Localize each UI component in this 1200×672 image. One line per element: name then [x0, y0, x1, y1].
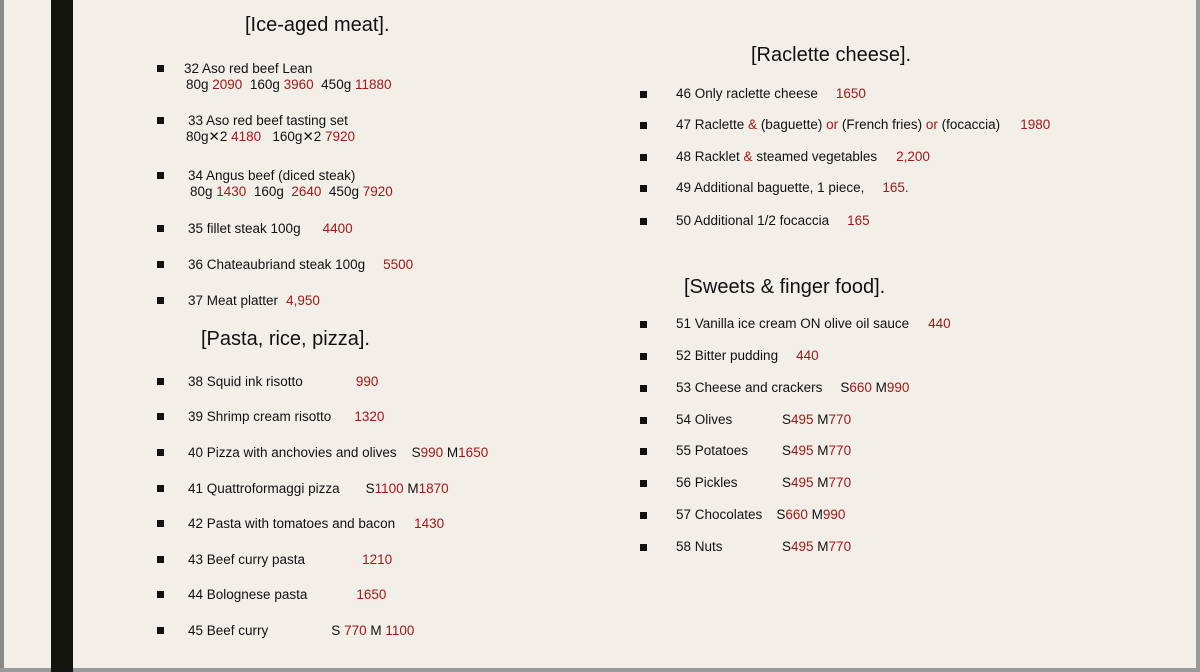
bullet-icon [157, 485, 164, 492]
bullet-icon [640, 480, 647, 487]
menu-item-36: 36 Chateaubriand steak 100g 5500 [188, 257, 414, 272]
bullet-icon [640, 385, 647, 392]
bullet-icon [640, 185, 647, 192]
bullet-icon [157, 520, 164, 527]
menu-item-41: 41 Quattroformaggi pizza S1100 M1870 [188, 481, 449, 496]
bullet-icon [157, 297, 164, 304]
bullet-icon [157, 591, 164, 598]
menu-item-54: 54 Olives S495 M770 [676, 412, 852, 427]
menu-item-43: 43 Beef curry pasta 1210 [188, 552, 393, 567]
menu-item-48: 48 Racklet & steamed vegetables 2,200 [676, 149, 930, 164]
menu-item-37: 37 Meat platter 4,950 [188, 293, 320, 308]
menu-item-50: 50 Additional 1/2 focaccia 165 [676, 213, 870, 228]
bullet-icon [640, 512, 647, 519]
menu-item-44: 44 Bolognese pasta 1650 [188, 587, 387, 602]
menu-item-35: 35 fillet steak 100g 4400 [188, 221, 353, 236]
bullet-icon [157, 627, 164, 634]
decorative-black-bar [51, 0, 73, 672]
menu-item-51: 51 Vanilla ice cream ON olive oil sauce 440 [676, 316, 951, 331]
bullet-icon [640, 154, 647, 161]
bullet-icon [640, 353, 647, 360]
bottom-frame-border [0, 668, 1200, 672]
menu-item-55: 55 Potatoes S495 M770 [676, 443, 852, 458]
right-frame-border [1196, 0, 1200, 672]
section-title-pasta-rice-pizza: [Pasta, rice, pizza]. [201, 328, 370, 350]
bullet-icon [157, 556, 164, 563]
bullet-icon [157, 225, 164, 232]
bullet-icon [157, 413, 164, 420]
bullet-icon [157, 117, 164, 124]
bullet-icon [157, 172, 164, 179]
bullet-icon [640, 417, 647, 424]
section-title-raclette-cheese: [Raclette cheese]. [751, 44, 912, 66]
menu-item-45: 45 Beef curry S 770 M 1100 [188, 623, 415, 638]
menu-item-52: 52 Bitter pudding 440 [676, 348, 819, 363]
bullet-icon [157, 378, 164, 385]
menu-item-32: 32 Aso red beef Lean 80g 2090 160g 3960 450g 11880 [184, 61, 392, 92]
menu-item-39: 39 Shrimp cream risotto 1320 [188, 409, 385, 424]
menu-item-53: 53 Cheese and crackers S660 M990 [676, 380, 910, 395]
left-frame-border [0, 0, 4, 672]
menu-item-38: 38 Squid ink risotto 990 [188, 374, 379, 389]
bullet-icon [640, 122, 647, 129]
menu-item-56: 56 Pickles S495 M770 [676, 475, 852, 490]
bullet-icon [640, 321, 647, 328]
bullet-icon [640, 544, 647, 551]
menu-item-57: 57 Chocolates S660 M990 [676, 507, 846, 522]
section-title-sweets-finger-food: [Sweets & finger food]. [684, 276, 886, 298]
bullet-icon [157, 65, 164, 72]
menu-item-34: 34 Angus beef (diced steak) 80g 1430 160g 2640 450g 7920 [188, 168, 393, 199]
bullet-icon [640, 448, 647, 455]
menu-item-46: 46 Only raclette cheese 1650 [676, 86, 866, 101]
bullet-icon [157, 449, 164, 456]
bullet-icon [640, 91, 647, 98]
section-title-ice-aged-meat: [Ice-aged meat]. [245, 14, 390, 36]
menu-item-47: 47 Raclette & (baguette) or (French fries) or (focaccia) 1980 [676, 117, 1051, 132]
menu-item-33: 33 Aso red beef tasting set 80g✕2 4180 160g✕2 7920 [186, 113, 356, 144]
menu-item-49: 49 Additional baguette, 1 piece, 165. [676, 180, 909, 195]
bullet-icon [157, 261, 164, 268]
menu-item-40: 40 Pizza with anchovies and olives S990 M1650 [188, 445, 489, 460]
bullet-icon [640, 218, 647, 225]
menu-item-58: 58 Nuts S495 M770 [676, 539, 852, 554]
menu-item-42: 42 Pasta with tomatoes and bacon 1430 [188, 516, 445, 531]
